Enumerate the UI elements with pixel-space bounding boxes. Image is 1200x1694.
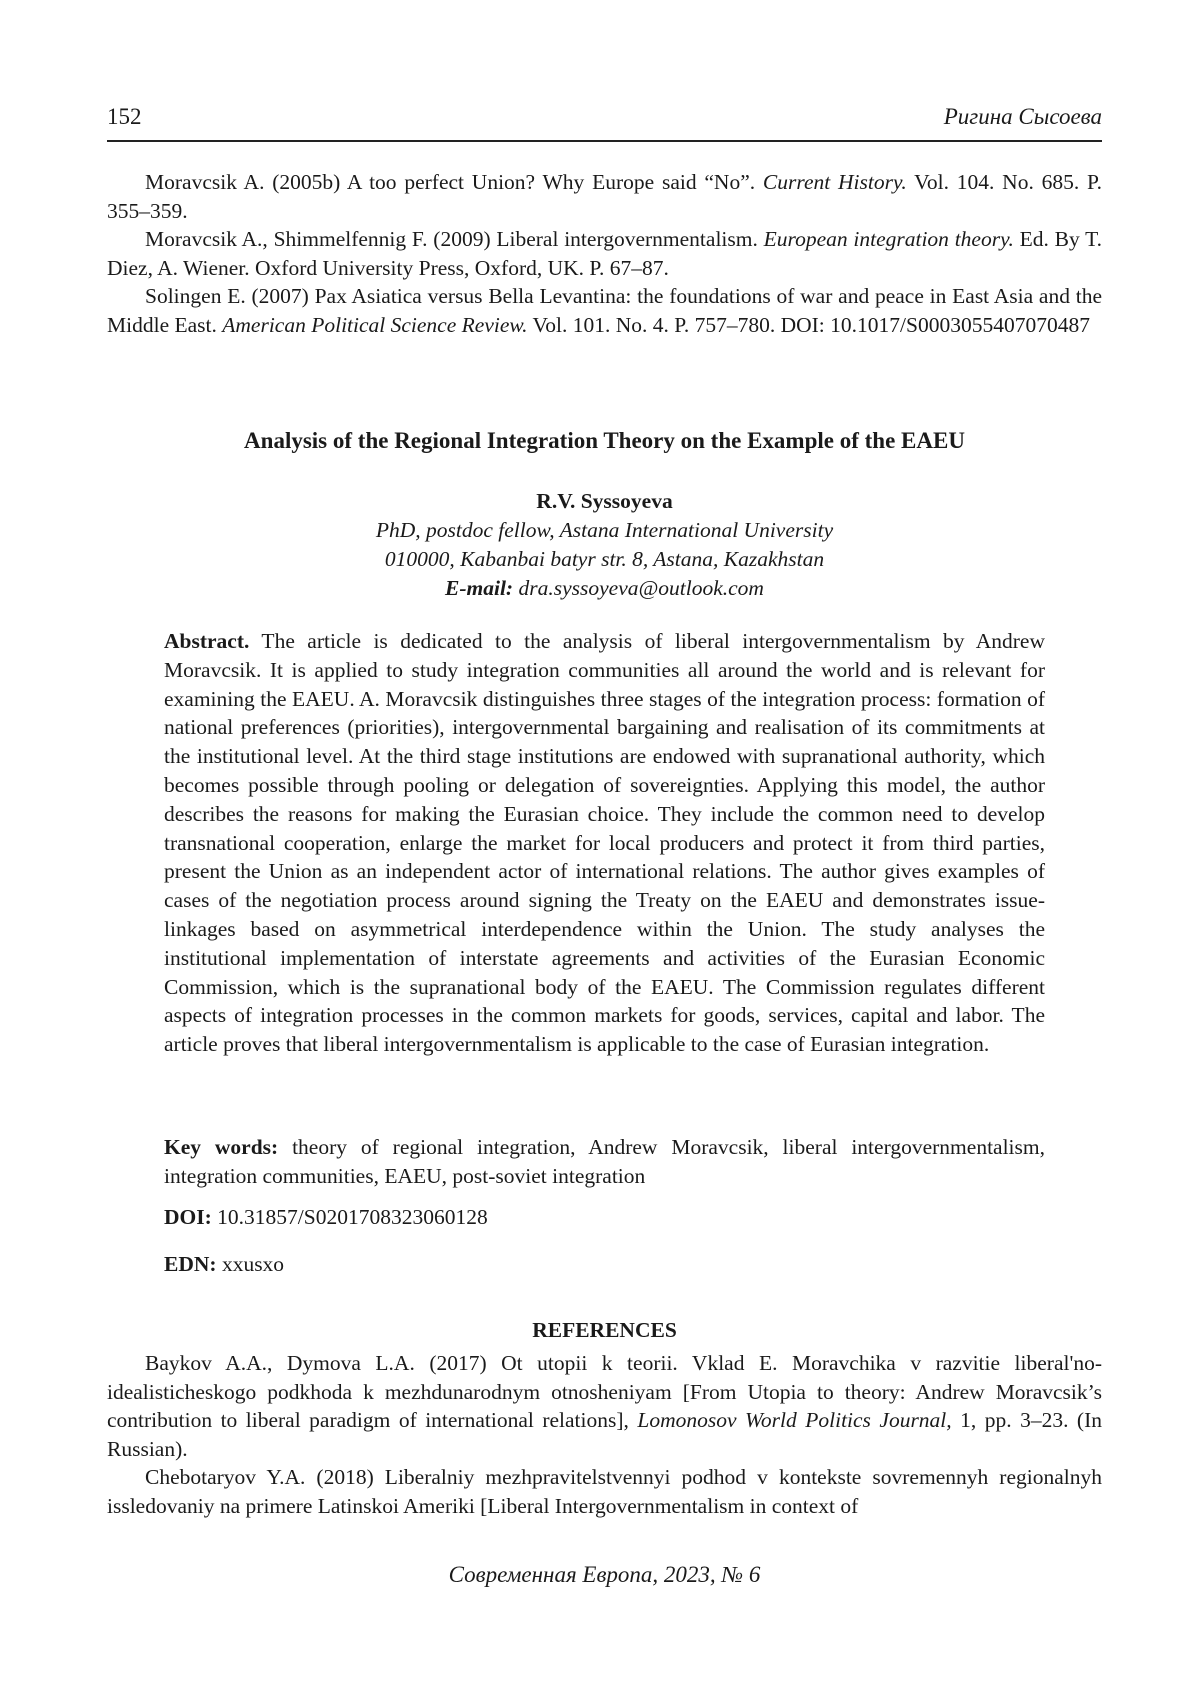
keywords-text: theory of regional integration, Andrew Moravcsik, liberal intergovernmentalism, integration communities, EAEU, post-soviet integration: [164, 1135, 1045, 1188]
edn-value: xxusxo: [216, 1252, 285, 1276]
author-email: [107, 574, 1102, 603]
references-heading: REFERENCES: [532, 1318, 677, 1342]
author-affiliation: PhD, postdoc fellow, Astana International University: [375, 518, 834, 542]
edn-label: EDN:: [164, 1252, 217, 1276]
author-block: [107, 487, 1102, 603]
reference-item: Moravcsik A. (2005b) A too perfect Union? Why Europe said “No”. Current History. Vol. 104. No. 685. P. 355–359.: [107, 170, 1102, 223]
doi: [164, 1205, 488, 1230]
edn: [164, 1252, 284, 1277]
doi-label: DOI:: [164, 1205, 212, 1229]
email-address: dra.syssoyeva@outlook.com: [518, 576, 764, 600]
page-number: 152: [107, 104, 142, 129]
running-header: [107, 104, 1102, 142]
abstract-label: Abstract.: [164, 629, 250, 653]
running-author: Ригина Сысоева: [943, 104, 1102, 129]
references-list: [107, 1349, 1102, 1520]
journal-footer: Современная Европа, 2023, № 6: [448, 1562, 761, 1587]
references-continued: [107, 168, 1102, 339]
email-label: E-mail:: [445, 576, 514, 600]
reference-item: Moravcsik A., Shimmelfennig F. (2009) Liberal intergovernmentalism. European integration theory. Ed. By T. Diez, A. Wiener. Oxford University Press, Oxford, UK. P. 67–87.: [107, 227, 1102, 280]
doi-value: 10.31857/S0201708323060128: [211, 1205, 488, 1229]
reference-item: Chebotaryov Y.A. (2018) Liberalniy mezhpravitelstvennyi podhod v kontekste sovremennyh regionalnyh issledovaniy na primere Latinskoi Ameriki [Liberal Intergovernmentalism in context of: [107, 1465, 1102, 1518]
keywords: [164, 1133, 1045, 1191]
author-address: 010000, Kabanbai batyr str. 8, Astana, Kazakhstan: [384, 547, 825, 571]
author-name: R.V. Syssoyeva: [536, 489, 673, 513]
article-title: Analysis of the Regional Integration Theory on the Example of the EAEU: [244, 428, 965, 453]
reference-item: Solingen E. (2007) Pax Asiatica versus Bella Levantina: the foundations of war and peace in East Asia and the Middle East. American Political Science Review. Vol. 101. No. 4. P. 757–780. DOI: 10.1017/S0003055407070487: [107, 284, 1102, 337]
keywords-label: Key words:: [164, 1135, 279, 1159]
abstract: [164, 627, 1045, 1059]
abstract-text: The article is dedicated to the analysis of liberal intergovernmentalism by Andrew Moravcsik. It is applied to study integration communities all around the world and is relevant for examining the EAEU. A. Moravcsik distinguishes three stages of the integration process: formation of national preferences (priorities), intergovernmental bargaining and realisation of its commitments at the institutional level. At the third stage institutions are endowed with supranational authority, which becomes possible through pooling or delegation of sovereignties. Applying this model, the author describes the reasons for making the Eurasian choice. They include the common need to develop transnational cooperation, enlarge the market for local producers and protect it from third parties, present the Union as an independent actor of international relations. The author gives examples of cases of the negotiation process around signing the Treaty on the EAEU and demonstrates issue-linkages based on asymmetrical interdependence within the Union. The study analyses the institutional implementation of interstate agreements and activities of the Eurasian Economic Commission, which is the supranational body of the EAEU. The Commission regulates different aspects of integration processes in the common markets for goods, services, capital and labor. The article proves that liberal intergovernmentalism is applicable to the case of Eurasian integration.: [164, 629, 1045, 1057]
reference-item: Baykov A.A., Dymova L.A. (2017) Ot utopii k teorii. Vklad E. Moravchika v razvitie liberal'no-idealisticheskogo podkhoda k mezhdunarodnym otnosheniyam [From Utopia to theory: Andrew Moravcsik’s contribution to liberal paradigm of international relations], Lomonosov World Politics Journal, 1, pp. 3–23. (In Russian).: [107, 1351, 1102, 1461]
